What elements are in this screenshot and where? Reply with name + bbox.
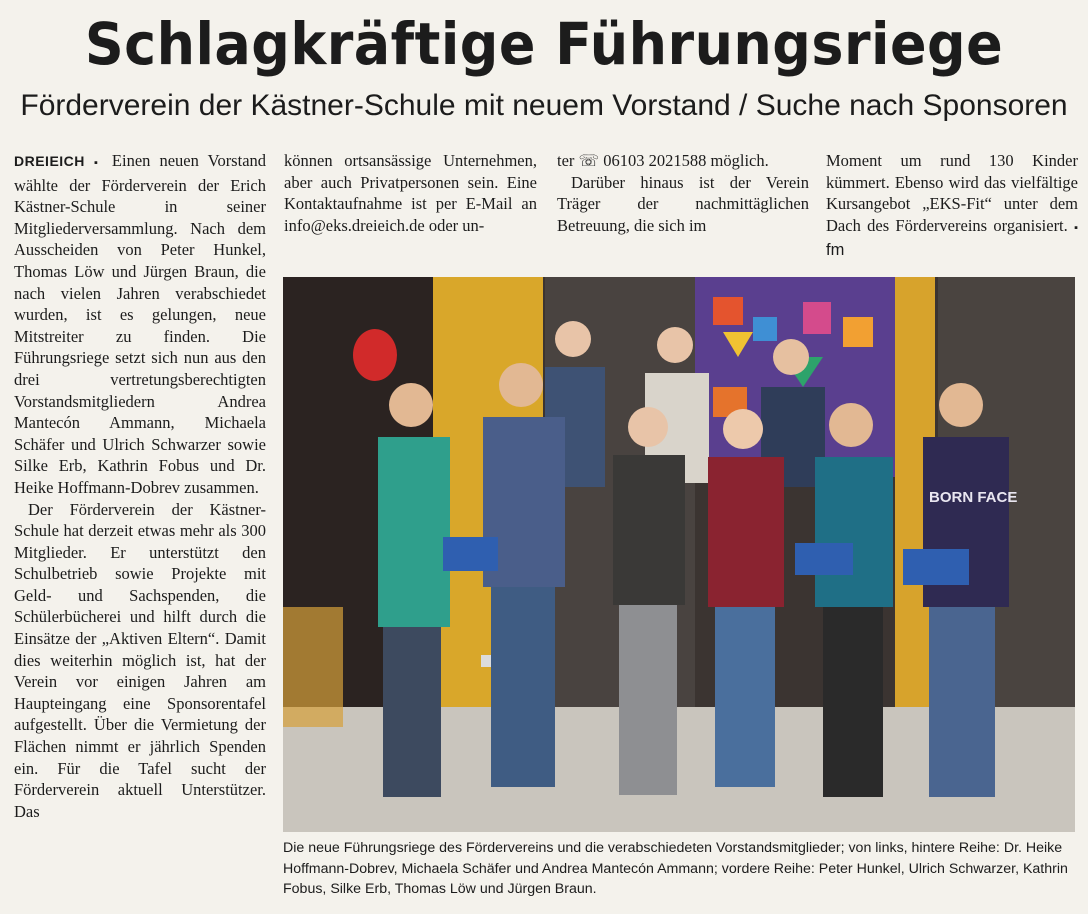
byline: fm [826,241,845,260]
shirt-print: BORN FACE [929,489,1018,506]
dateline-separator: ▪ [93,157,103,169]
article-column-2 [284,150,537,236]
gift-box [443,537,498,571]
headline: Schlagkräftige Führungsriege [84,10,1004,78]
subheadline: Förderverein der Kästner-Schule mit neuem Vorstand / Suche nach Sponsoren [20,89,1068,122]
column-2-text: können ortsansässige Unternehmen, aber auch Privatpersonen sein. Eine Kontaktaufnahme ist per E-Mail an info@eks.dreieich.de oder un- [284,151,537,235]
article-column-3 [557,150,809,236]
balloon [353,329,397,381]
column-4-text: Moment um rund 130 Kinder kümmert. Ebenso wird das vielfältige Kursangebot „EKS-Fit“ unter dem Dach des Fördervereins organisiert. [826,151,1078,235]
contact-phone-line: ter ☏ 06103 2021588 möglich. [557,151,769,170]
paragraph-3: Darüber hinaus ist der Verein Träger der nachmittäglichen Betreuung, die sich im [557,172,809,235]
article-column-1 [14,150,266,902]
paragraph-1 [14,150,266,499]
group-photo [283,277,1075,832]
dateline: DREIEICH [14,153,85,169]
gift-box [903,549,969,585]
paragraph-2: Der Förderverein der Kästner-Schule hat derzeit etwas mehr als 300 Mitglieder. Er unterstützt den Schulbetrieb sowie Projekte mit Geld- und Sachspenden, die Schülerbücherei und hilft durch die Einsätze der „Aktiven Eltern“. Damit dies weiterhin möglich ist, hat der Verein vor einigen Jahren am Haupteingang eine Sponsorentafel aufgestellt. Über die Vermietung der Flächen nimmt er jährlich Spenden ein. Für die Tafel sucht der Förderverein aktuell Unterstützer. Das [14,499,266,821]
article-column-4 [826,150,1078,262]
column-4-paragraph [826,150,1078,262]
gift-box [795,543,853,575]
group-photo-illustration [283,277,1075,832]
paragraph-1-text: Einen neuen Vorstand wählte der Förderverein der Erich Kästner-Schule in seiner Mitgliederversammlung. Nach dem Ausscheiden von Peter Hunkel, Thomas Löw und Jürgen Braun, die nach vielen Jahren verabschiedet wurden, ist es gelungen, neue Mitstreiter zu finden. Die Führungsriege setzt sich nun aus den drei vertretungsberechtigten Vorstandsmitgliedern Andrea Mantecón Ammann, Michaela Schäfer und Ulrich Schwarzer sowie Silke Erb, Kathrin Fobus und Dr. Heike Hoffmann-Dobrev zusammen. [14,151,266,497]
photo-caption: Die neue Führungsriege des Fördervereins und die verabschiedeten Vorstandsmitglieder; von links, hintere Reihe: Dr. Heike Hoffmann-Dobrev, Michaela Schäfer und Andrea Mantecón Ammann; vordere Reihe: Peter Hunkel, Ulrich Schwarzer, Kathrin Fobus, Silke Erb, Thomas Löw und Jürgen Braun. [283,840,1068,897]
end-separator: ▪ [1074,221,1078,234]
